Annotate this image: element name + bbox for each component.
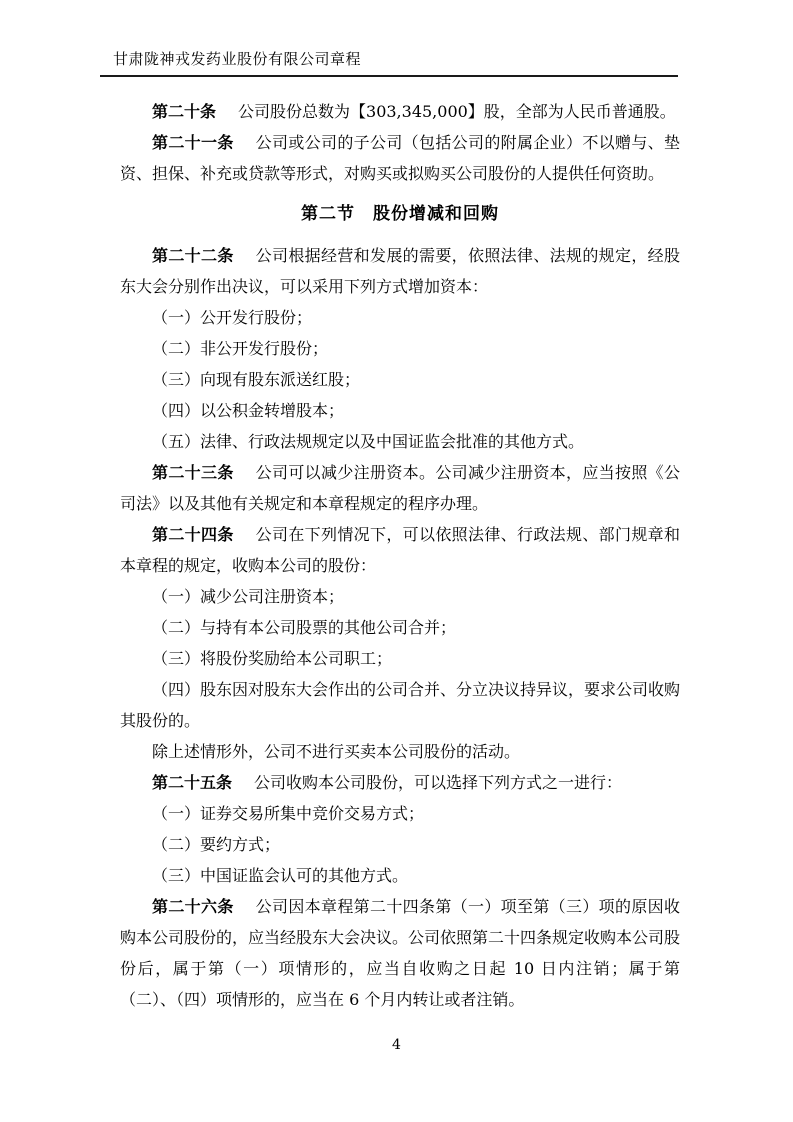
paragraph-text: （三）将股份奖励给本公司职工； xyxy=(152,649,393,668)
article-number: 第二十条 xyxy=(152,102,217,121)
list-item xyxy=(120,364,680,395)
article-paragraph xyxy=(120,240,680,302)
paragraph-text: 公司因本章程第二十四条第（一）项至第（三）项的原因收购本公司股份的，应当经股东大会决议。公司依照第二十四条规定收购本公司股份后，属于第（一）项情形的，应当自收购之日起 10 日内注销；属于第（二）、（四）项情形的，应当在 6 个月内转让或者注销。 xyxy=(120,897,681,1009)
paragraph-text: （五）法律、行政法规规定以及中国证监会批准的其他方式。 xyxy=(152,432,585,451)
article-number: 第二十五条 xyxy=(152,773,233,792)
page-number: 4 xyxy=(392,1037,401,1053)
list-item xyxy=(120,426,680,457)
list-item xyxy=(120,829,680,860)
list-item xyxy=(120,643,680,674)
page-header xyxy=(100,50,678,77)
paragraph-text: 除上述情形外，公司不进行买卖本公司股份的活动。 xyxy=(152,742,521,761)
list-item xyxy=(120,581,680,612)
article-number: 第二十一条 xyxy=(152,133,234,152)
article-number: 第二十三条 xyxy=(152,463,234,482)
paragraph-text: （一）证券交易所集中竞价交易方式； xyxy=(152,804,425,823)
list-item xyxy=(120,333,680,364)
paragraph-text: （一）减少公司注册资本； xyxy=(152,587,345,606)
paragraph-text: （二）与持有本公司股票的其他公司合并； xyxy=(152,618,457,637)
paragraph-text: （一）公开发行股份； xyxy=(152,308,313,327)
document-body xyxy=(120,96,680,1015)
article-paragraph xyxy=(120,519,680,581)
list-item xyxy=(120,612,680,643)
list-item xyxy=(120,674,680,736)
list-item xyxy=(120,302,680,333)
body-paragraph xyxy=(120,736,680,767)
list-item xyxy=(120,860,680,891)
paragraph-text: 公司在下列情况下，可以依照法律、行政法规、部门规章和本章程的规定，收购本公司的股份： xyxy=(120,525,680,575)
paragraph-text: （二）要约方式； xyxy=(152,835,281,854)
article-paragraph xyxy=(120,767,680,798)
page-footer xyxy=(0,1036,793,1054)
paragraph-text: 公司收购本公司股份，可以选择下列方式之一进行： xyxy=(254,773,623,792)
paragraph-text: （四）股东因对股东大会作出的公司合并、分立决议持异议，要求公司收购其股份的。 xyxy=(120,680,681,730)
article-paragraph xyxy=(120,891,680,1015)
article-paragraph xyxy=(120,457,680,519)
article-paragraph xyxy=(120,96,680,127)
paragraph-text: 公司可以减少注册资本。公司减少注册资本，应当按照《公司法》以及其他有关规定和本章程规定的程序办理。 xyxy=(120,463,680,513)
section-heading: 第二节 股份增减和回购 xyxy=(301,204,499,224)
article-number: 第二十四条 xyxy=(152,525,234,544)
paragraph-text: 公司或公司的子公司（包括公司的附属企业）不以赠与、垫资、担保、补充或贷款等形式，对购买或拟购买公司股份的人提供任何资助。 xyxy=(120,133,680,183)
article-number: 第二十二条 xyxy=(152,246,234,265)
paragraph-text: 公司股份总数为【303,345,000】股，全部为人民币普通股。 xyxy=(238,102,676,121)
list-item xyxy=(120,395,680,426)
paragraph-text: （四）以公积金转增股本； xyxy=(152,401,345,420)
paragraph-text: （二）非公开发行股份； xyxy=(152,339,329,358)
article-number: 第二十六条 xyxy=(152,897,234,916)
article-paragraph xyxy=(120,127,680,189)
header-title: 甘肃陇神戎发药业股份有限公司章程 xyxy=(113,50,362,68)
paragraph-text: 公司根据经营和发展的需要，依照法律、法规的规定，经股东大会分别作出决议，可以采用下列方式增加资本： xyxy=(120,246,680,296)
list-item xyxy=(120,798,680,829)
paragraph-text: （三）中国证监会认可的其他方式。 xyxy=(152,866,409,885)
paragraph-text: （三）向现有股东派送红股； xyxy=(152,370,361,389)
